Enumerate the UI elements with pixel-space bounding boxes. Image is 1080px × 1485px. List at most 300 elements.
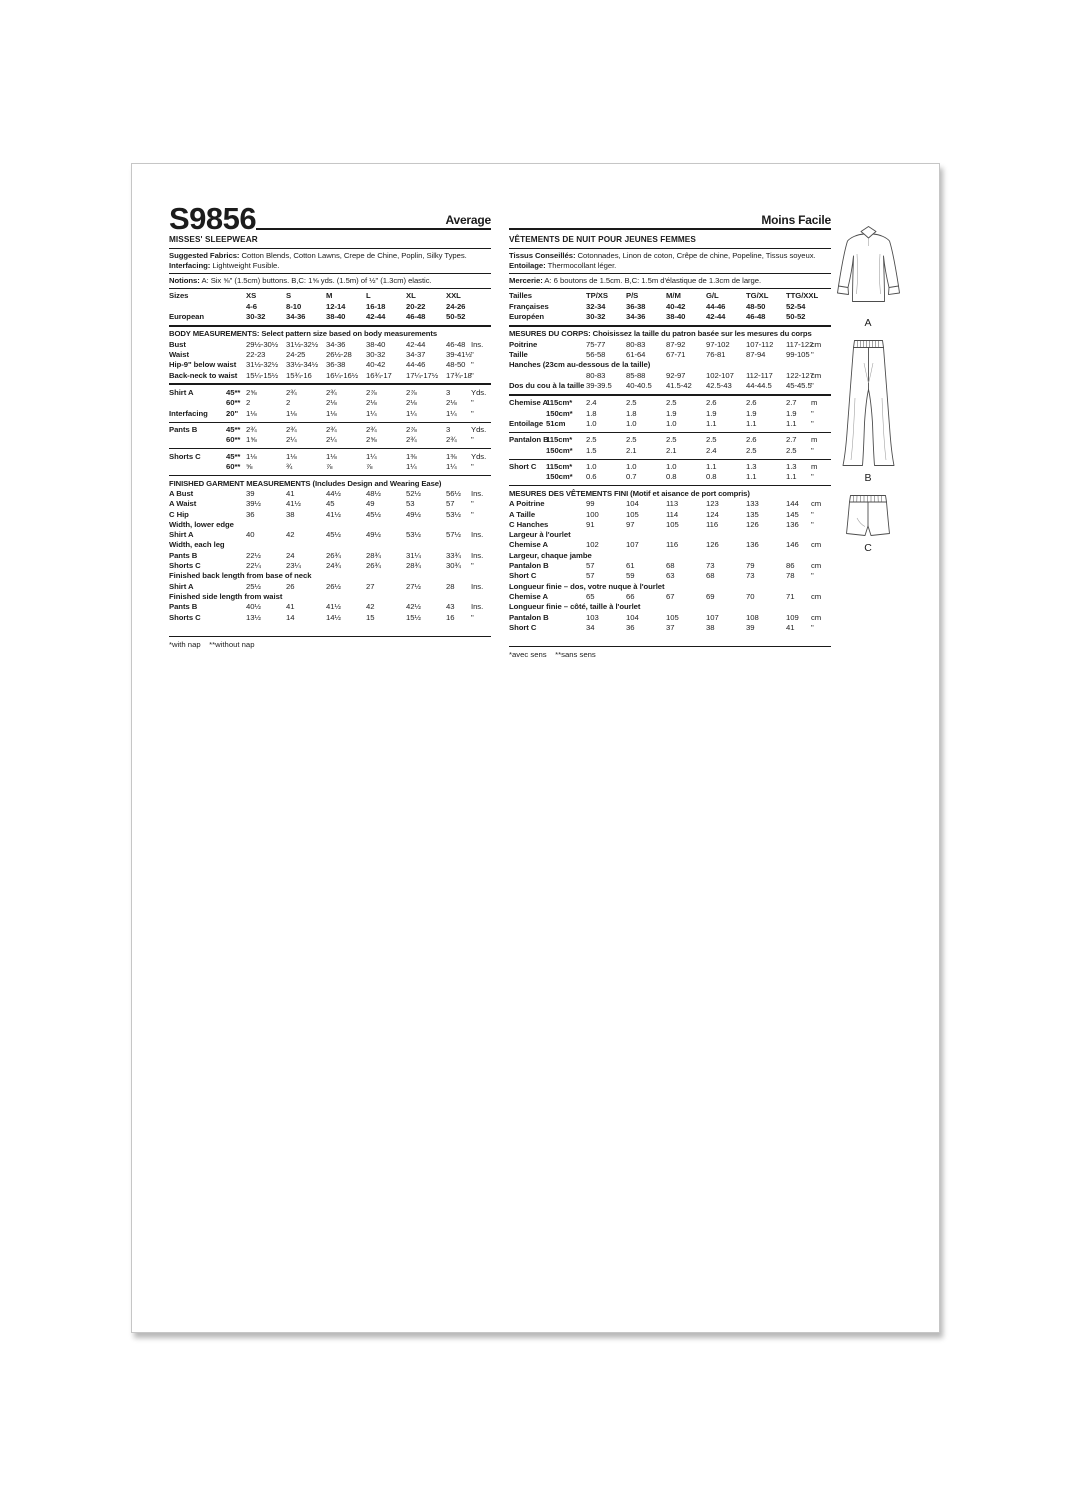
table-cell: 32-34 (586, 301, 606, 311)
table-cell (226, 489, 246, 499)
table-cell: 2.1 (626, 445, 637, 455)
table-cell (546, 571, 586, 581)
table-cell: Ins. (471, 602, 484, 612)
french-column (509, 194, 831, 659)
table-cell: 30-32 (246, 311, 266, 321)
table-row (509, 623, 831, 633)
table-row: Hanches (23cm au-dessous de la taille) (509, 360, 651, 370)
table-row: Largeur à l'ourlet (509, 530, 571, 540)
table-cell: 133 (746, 499, 759, 509)
table-row (169, 452, 491, 462)
suggested-fabrics-line: Suggested Fabrics: Cotton Blends, Cotton Lawns, Crepe de Chine, Poplin, Silky Types. (169, 251, 467, 260)
table-cell (226, 602, 246, 612)
table-cell: 57 (446, 499, 455, 509)
pattern-envelope-back-page (131, 163, 940, 1333)
table-cell: " (811, 349, 814, 359)
table-cell: L (366, 291, 371, 301)
table-cell: Shorts C (169, 612, 201, 622)
table-cell: 2¾ (406, 435, 417, 445)
table-row (169, 489, 491, 499)
table-cell (546, 592, 586, 602)
table-cell: 136 (746, 540, 759, 550)
table-cell: 26¾ (326, 550, 341, 560)
table-cell: 38-40 (366, 339, 386, 349)
table-cell: " (471, 612, 474, 622)
table-cell: 39-39.5 (586, 380, 612, 390)
table-cell: cm (811, 499, 822, 509)
table-row (169, 371, 491, 381)
table-row (509, 571, 831, 581)
table-cell: " (811, 408, 814, 418)
section-divider (509, 485, 831, 486)
table-cell (226, 302, 246, 312)
table-cell: 42-44 (366, 311, 386, 321)
table-cell (546, 371, 586, 381)
table-cell: 60** (226, 462, 241, 472)
section-divider (509, 394, 831, 396)
table-cell: 123 (706, 499, 719, 509)
table-cell (546, 381, 586, 391)
table-cell: 26½-28 (326, 349, 352, 359)
table-cell: 1⅛ (246, 408, 257, 418)
table-cell: 27½ (406, 581, 421, 591)
table-row (169, 602, 491, 612)
footnote-en: *with nap **without nap (169, 639, 255, 649)
table-cell: 15½ (406, 612, 421, 622)
table-cell: 40 (246, 530, 255, 540)
table-cell: 0.8 (706, 472, 717, 482)
table-cell: TTG/XXL (786, 291, 819, 301)
interfacing-line: Interfacing: Lightweight Fusible. (169, 260, 280, 270)
table-cell: 107-112 (746, 339, 774, 349)
table-cell: 30-32 (366, 349, 386, 359)
table-cell: 41½ (326, 602, 341, 612)
table-cell: 126 (706, 540, 719, 550)
table-cell (226, 350, 246, 360)
table-cell: 1.0 (586, 462, 597, 472)
table-cell: 49½ (406, 509, 421, 519)
table-cell: 41½ (286, 499, 301, 509)
table-row (509, 312, 831, 322)
table-cell: C Hip (169, 509, 189, 519)
table-cell: 124 (706, 509, 719, 519)
table-cell: 45** (226, 451, 241, 461)
table-cell: 107 (626, 540, 639, 550)
measurements-table-fr (509, 288, 831, 647)
table-cell: Poitrine (509, 339, 538, 349)
table-cell: " (811, 509, 814, 519)
table-row (169, 312, 491, 322)
table-cell: Pants B (169, 550, 198, 560)
table-cell: TP/XS (586, 291, 608, 301)
table-cell: " (811, 380, 814, 390)
table-cell: Shirt A (169, 581, 194, 591)
section-divider (169, 422, 491, 423)
table-cell: 53½ (446, 509, 461, 519)
table-cell (169, 302, 226, 312)
table-cell: 113 (666, 499, 679, 509)
table-cell: 2.6 (706, 398, 717, 408)
table-cell: Pants B (169, 425, 198, 435)
table-cell: ⅝ (246, 462, 253, 472)
table-cell: 135 (746, 509, 759, 519)
table-cell: 75-77 (586, 339, 606, 349)
table-cell (226, 371, 246, 381)
table-row (509, 419, 831, 429)
table-row (509, 462, 831, 472)
table-cell: 41½ (326, 509, 341, 519)
table-row (169, 340, 491, 350)
table-cell: 38 (706, 622, 715, 632)
table-row (509, 371, 831, 381)
table-cell: 1.0 (666, 418, 677, 428)
table-cell: " (471, 360, 474, 370)
table-cell (546, 623, 586, 633)
table-cell: 61-64 (626, 349, 646, 359)
table-cell: 22¼ (246, 561, 261, 571)
table-cell: cm (811, 370, 822, 380)
table-cell: Short C (509, 622, 537, 632)
table-cell: 1.1 (706, 462, 717, 472)
view-a-figure (831, 224, 905, 329)
table-cell: Short C (509, 462, 537, 472)
table-cell: 44½ (326, 488, 341, 498)
table-cell: cm (811, 339, 822, 349)
table-cell: 28 (446, 581, 455, 591)
table-cell: 114 (666, 509, 679, 519)
table-cell: 68 (706, 571, 715, 581)
table-cell: 16-18 (366, 301, 386, 311)
table-row: Finished back length from base of neck (169, 571, 312, 581)
table-cell: 36 (246, 509, 255, 519)
table-cell: 99-105 (786, 349, 810, 359)
view-b-figure (831, 338, 905, 484)
table-cell: Sizes (169, 291, 189, 301)
table-row (509, 446, 831, 456)
table-cell: 17¼-17½ (406, 370, 439, 380)
table-cell: C Hanches (509, 519, 549, 529)
view-a-label: A (864, 317, 872, 329)
table-cell: 30-32 (586, 311, 606, 321)
table-row (509, 398, 831, 408)
table-cell (811, 291, 831, 301)
table-cell: 104 (626, 612, 639, 622)
table-cell: ⅞ (366, 462, 373, 472)
table-cell: 14 (286, 612, 295, 622)
table-cell (471, 302, 491, 312)
table-cell: Waist (169, 349, 189, 359)
table-cell: Françaises (509, 301, 549, 311)
table-cell: 1⅛ (286, 408, 297, 418)
table-row (509, 435, 831, 445)
table-cell: cm (811, 591, 822, 601)
table-cell: 45½ (366, 509, 381, 519)
table-cell: 39 (746, 622, 755, 632)
title-rule (256, 212, 491, 230)
table-cell (226, 561, 246, 571)
table-cell: 116 (666, 540, 679, 550)
table-cell: 2.6 (746, 435, 757, 445)
pants-back-line-art (841, 338, 896, 471)
table-cell: Chemise A (509, 398, 548, 408)
table-cell: A Bust (169, 488, 194, 498)
table-cell (509, 446, 546, 456)
table-cell: 69 (706, 591, 715, 601)
table-cell: 2.4 (586, 398, 597, 408)
table-cell: Tailles (509, 291, 533, 301)
table-cell (169, 398, 226, 408)
garment-views-column (831, 224, 905, 554)
table-cell: 144 (786, 499, 799, 509)
table-cell: 2.5 (626, 398, 637, 408)
table-row (509, 291, 831, 301)
table-cell: 63 (666, 571, 675, 581)
english-column (169, 194, 491, 649)
table-cell: 23¼ (286, 561, 301, 571)
table-cell: " (471, 462, 474, 472)
table-cell: 0.7 (626, 472, 637, 482)
table-row: FINISHED GARMENT MEASUREMENTS (Includes Design and Wearing Ease) (169, 478, 442, 488)
table-cell: 107 (706, 612, 719, 622)
table-cell: 57 (586, 561, 595, 571)
table-cell: 99 (586, 499, 595, 509)
table-cell: Ins. (471, 530, 484, 540)
table-cell: 40-40.5 (626, 380, 652, 390)
table-cell: 59 (626, 571, 635, 581)
table-cell: " (471, 398, 474, 408)
title-row (169, 194, 491, 236)
table-row (169, 499, 491, 509)
table-cell: " (471, 370, 474, 380)
table-cell: 56-58 (586, 349, 606, 359)
table-cell: 2.1 (666, 445, 677, 455)
table-cell: Shirt A (169, 530, 194, 540)
section-divider (169, 448, 491, 449)
table-cell: 12-14 (326, 301, 346, 311)
table-cell: 24-25 (286, 349, 306, 359)
table-cell: 26¾ (366, 561, 381, 571)
table-cell: M/M (666, 291, 681, 301)
table-cell: 24¾ (326, 561, 341, 571)
table-cell: 1.1 (786, 472, 797, 482)
pattern-number: S9856 (169, 201, 257, 236)
table-row (509, 472, 831, 482)
section-divider (169, 325, 491, 327)
table-cell: 115cm* (546, 462, 573, 472)
table-cell: 100 (586, 509, 599, 519)
table-cell: 34-37 (406, 349, 426, 359)
table-cell: 117-122 (786, 339, 814, 349)
table-cell: 102-107 (706, 370, 734, 380)
table-cell: 1.8 (586, 408, 597, 418)
measurements-table-en (169, 288, 491, 637)
table-cell: 2.5 (666, 435, 677, 445)
table-cell: 22-23 (246, 349, 266, 359)
table-cell (226, 530, 246, 540)
table-cell (546, 540, 586, 550)
table-cell: 1.9 (746, 408, 757, 418)
table-cell: 1.3 (786, 462, 797, 472)
table-cell: 26 (286, 581, 295, 591)
table-cell: 66 (626, 591, 635, 601)
table-cell (546, 350, 586, 360)
table-cell: 2¾ (446, 435, 457, 445)
table-cell: 2.5 (666, 398, 677, 408)
table-cell: 42.5-43 (706, 380, 732, 390)
table-cell: 0.8 (666, 472, 677, 482)
table-cell: Pantalon B (509, 612, 549, 622)
view-b-label: B (864, 472, 872, 484)
table-cell: 2¾ (286, 425, 297, 435)
table-row (509, 350, 831, 360)
table-cell: 41 (286, 602, 295, 612)
table-cell (546, 340, 586, 350)
table-row: Longueur finie – dos, votre nuque à l'ourlet (509, 581, 665, 591)
table-cell: 24 (286, 550, 295, 560)
table-cell: Shorts C (169, 451, 201, 461)
table-row: Longueur finie – côté, taille à l'ourlet (509, 602, 641, 612)
section-divider (509, 459, 831, 460)
section-divider (509, 646, 831, 647)
table-cell: European (169, 311, 205, 321)
table-cell: 73 (746, 571, 755, 581)
table-cell: 29½-30½ (246, 339, 279, 349)
table-cell: 15 (366, 612, 375, 622)
table-cell: 38-40 (326, 311, 346, 321)
table-row: Width, each leg (169, 540, 225, 550)
section-divider (169, 636, 491, 637)
table-cell: 116 (706, 519, 719, 529)
table-cell: 2.5 (786, 445, 797, 455)
table-cell: 2⅛ (326, 398, 337, 408)
table-cell: 57½ (446, 530, 461, 540)
table-cell: 20-22 (406, 301, 426, 311)
table-cell: 44-44.5 (746, 380, 772, 390)
title-rule-fr (509, 212, 831, 230)
table-cell: 49 (366, 499, 375, 509)
fabrics-block-fr (509, 249, 831, 273)
table-cell: 42 (286, 530, 295, 540)
table-cell: 41.5-42 (666, 380, 692, 390)
table-cell: 56½ (446, 488, 461, 498)
table-cell: 79 (746, 561, 755, 571)
table-row (509, 409, 831, 419)
table-cell: Shorts C (169, 561, 201, 571)
table-cell: 1¼ (406, 408, 417, 418)
table-cell: 108 (746, 612, 759, 622)
table-cell: 42-44 (406, 339, 426, 349)
table-cell: 2 (286, 398, 291, 408)
section-divider (169, 475, 491, 476)
table-cell: 30¾ (446, 561, 461, 571)
shirt-back-line-art (837, 224, 900, 316)
table-cell: 1.1 (786, 418, 797, 428)
table-cell (226, 360, 246, 370)
table-cell: 31½-32½ (246, 360, 279, 370)
table-row (169, 510, 491, 520)
table-cell: 73 (706, 561, 715, 571)
table-cell (169, 435, 226, 445)
title-row-fr (509, 194, 831, 230)
table-cell: 45-45.5 (786, 380, 812, 390)
table-cell: Ins. (471, 488, 484, 498)
table-cell: 1¼ (366, 408, 377, 418)
table-cell: 112-117 (746, 370, 773, 380)
table-cell: 40½ (246, 602, 261, 612)
table-cell: 25½ (246, 581, 261, 591)
table-row (169, 561, 491, 571)
table-cell: Pantalon B (509, 435, 549, 445)
table-cell: 13½ (246, 612, 261, 622)
table-cell: 26½ (326, 581, 341, 591)
table-cell (471, 291, 491, 301)
table-cell: " (471, 435, 474, 445)
table-cell: Ins. (471, 550, 484, 560)
table-cell: 36-38 (626, 301, 646, 311)
table-cell: XL (406, 291, 416, 301)
table-cell: 1⅝ (246, 435, 257, 445)
table-cell: 71 (786, 591, 795, 601)
table-cell: 22½ (246, 550, 261, 560)
table-cell: 45** (226, 388, 241, 398)
table-cell (226, 582, 246, 592)
table-cell: 61 (626, 561, 635, 571)
table-cell (226, 312, 246, 322)
section-divider (169, 383, 491, 385)
table-cell: 136 (786, 519, 799, 529)
table-cell (546, 561, 586, 571)
table-cell: Chemise A (509, 591, 548, 601)
table-cell: 145 (786, 509, 799, 519)
table-cell: 2⅝ (246, 388, 257, 398)
table-cell: Pants B (169, 602, 198, 612)
table-cell (546, 302, 586, 312)
table-cell (226, 291, 246, 301)
table-cell: ⅞ (326, 462, 333, 472)
table-row (169, 291, 491, 301)
table-cell: Ins. (471, 581, 484, 591)
table-row (509, 381, 831, 391)
table-cell: P/S (626, 291, 639, 301)
table-cell: 20" (226, 408, 239, 418)
table-cell: 104 (626, 499, 639, 509)
table-cell: 48-50 (746, 301, 766, 311)
table-row: Largeur, chaque jambe (509, 550, 592, 560)
table-cell (226, 613, 246, 623)
table-cell: 2¾ (246, 425, 257, 435)
table-cell: 31¼ (406, 550, 421, 560)
table-cell: 146 (786, 540, 799, 550)
table-row: BODY MEASUREMENTS: Select pattern size based on body measurements (169, 329, 438, 339)
table-cell: " (811, 519, 814, 529)
table-cell: 2⅛ (406, 398, 417, 408)
table-cell: Back-neck to waist (169, 370, 238, 380)
table-cell (226, 499, 246, 509)
table-cell: 1.9 (706, 408, 717, 418)
table-cell: 126 (746, 519, 759, 529)
table-cell (811, 302, 831, 312)
table-cell: S (286, 291, 292, 301)
table-row (169, 435, 491, 445)
table-cell (509, 472, 546, 482)
table-cell: 45½ (326, 530, 341, 540)
table-cell: 42-44 (706, 311, 726, 321)
table-cell: 50-52 (446, 311, 466, 321)
footnote-fr: *avec sens **sans sens (509, 650, 596, 660)
table-cell: 91 (586, 519, 595, 529)
table-row (169, 530, 491, 540)
table-cell: 105 (626, 509, 639, 519)
